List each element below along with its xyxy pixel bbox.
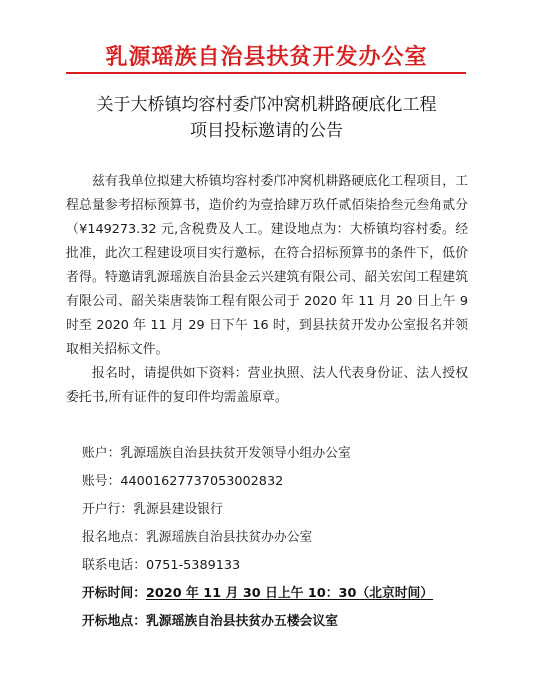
announcement-body bbox=[66, 170, 468, 410]
letterhead: 乳源瑶族自治县扶贫开发办公室 bbox=[105, 44, 428, 70]
announcement-title bbox=[40, 92, 493, 144]
opening-place-value: 乳源瑶族自治县扶贫办五楼会议室 bbox=[145, 614, 338, 629]
opening-place-label: 开标地点： bbox=[82, 614, 146, 629]
phone-row bbox=[82, 552, 492, 580]
account-number-row bbox=[82, 468, 492, 496]
red-divider bbox=[66, 72, 466, 74]
title-line-1: 关于大桥镇均容村委邝冲窝机耕路硬底化工程 bbox=[96, 95, 437, 115]
opening-time-label: 开标时间： bbox=[82, 586, 146, 601]
body-paragraph-2: 报名时，请提供如下资料：营业执照、法人代表身份证、法人授权委托书,所有证件的复印件均需盖原章。 bbox=[66, 366, 468, 405]
bank-value: 乳源县建设银行 bbox=[133, 502, 223, 517]
account-name-value: 乳源瑶族自治县扶贫开发领导小组办公室 bbox=[120, 446, 351, 461]
opening-time-value: 2020 年 11 月 30 日上午 10：30（北京时间） bbox=[145, 586, 434, 601]
account-number-value: 44001627737053002832 bbox=[120, 474, 284, 489]
body-paragraph-1: 兹有我单位拟建大桥镇均容村委邝冲窝机耕路硬底化工程项目，工程总量参考招标预算书，造价约为壹拾肆万玖仟贰佰柒拾叁元叁角贰分（¥149273.32 元,含税费及人工。建设地点为：大桥镇均容村委。经批准，此次工程建设项目实行邀标，在符合招标预算书的条件下，低价者得。特邀请乳源瑶族自治县金云兴建筑有限公司、韶关宏闰工程建筑有限公司、韶关柒唐装饰工程有限公司于 2020 年 11 月 20 日上午 9 时至 2020 年 11 月 29 日下午 16 时，到县扶贫开发办公室报名并领取相关招标文件。 bbox=[66, 174, 468, 357]
phone-value: 0751-5389133 bbox=[145, 558, 241, 573]
opening-time-row bbox=[82, 580, 492, 608]
contact-info bbox=[82, 440, 492, 636]
title-line-2: 项目投标邀请的公告 bbox=[190, 121, 343, 141]
phone-label: 联系电话： bbox=[82, 558, 146, 573]
opening-place-row bbox=[82, 608, 492, 636]
bank-row bbox=[82, 496, 492, 524]
account-name-label: 账户： bbox=[82, 446, 121, 461]
account-name-row bbox=[82, 440, 492, 468]
signup-location-label: 报名地点： bbox=[82, 530, 146, 545]
account-number-label: 账号： bbox=[82, 474, 121, 489]
bank-label: 开户行： bbox=[82, 502, 134, 517]
signup-location-row bbox=[82, 524, 492, 552]
signup-location-value: 乳源瑶族自治县扶贫办办公室 bbox=[145, 530, 313, 545]
